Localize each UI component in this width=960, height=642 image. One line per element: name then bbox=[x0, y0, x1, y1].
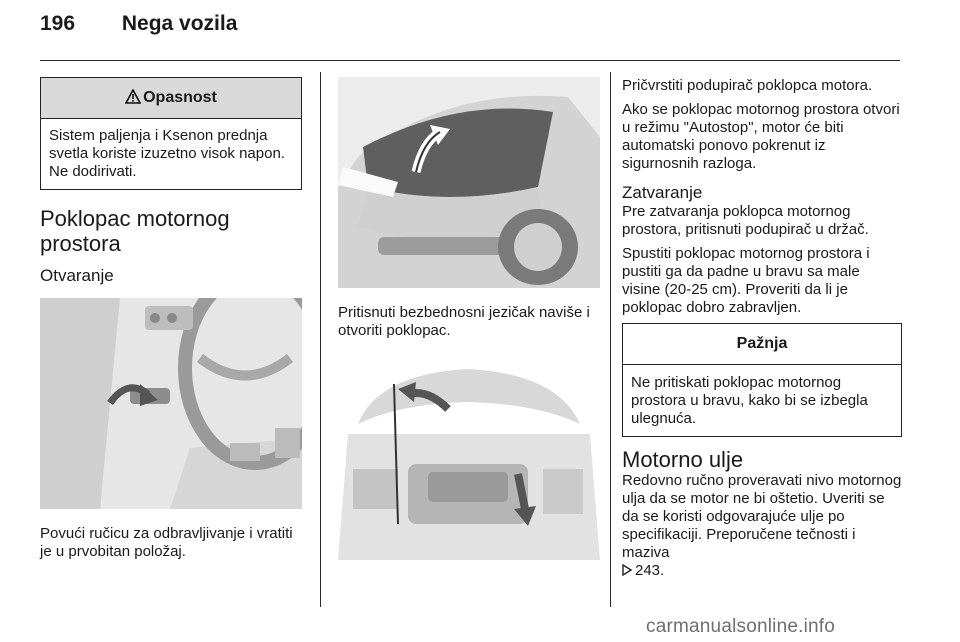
danger-box bbox=[40, 77, 302, 190]
figure-hood-latch bbox=[338, 77, 600, 288]
danger-title-text: Opasnost bbox=[143, 89, 217, 106]
page-title: Nega vozila bbox=[121, 12, 238, 35]
subheading-opening: Otvaranje bbox=[40, 266, 114, 285]
page-reference-link[interactable]: 243. bbox=[635, 562, 665, 579]
column-1 bbox=[40, 77, 302, 561]
text-closing-2: Spustiti poklopac motornog prostora i pustiti ga da padne u bravu sa male visine (20-25 cm). Proveriti da li je poklopac dobro zabravljen. bbox=[622, 245, 870, 316]
notice-text: Ne pritiskati poklopac motornog prostora u bravu, kako bi se izbegla ulegnuća. bbox=[631, 374, 868, 427]
warning-triangle-icon bbox=[125, 89, 141, 104]
text-closing-1: Pre zatvaranja poklopca motornog prostora, pritisnuti podupirač u držač. bbox=[622, 203, 869, 238]
section-heading-hood: Poklopac motornog prostora bbox=[40, 206, 230, 256]
danger-text: Sistem paljenja i Ksenon prednja svetla koriste izuzetno visok napon. Ne dodirivati. bbox=[49, 127, 285, 180]
figure-release-lever bbox=[40, 298, 302, 509]
caption-release-lever: Povući ručicu za odbravljivanje i vratiti je u prvobitan položaj. bbox=[40, 525, 293, 560]
subheading-closing: Zatvaranje bbox=[622, 183, 703, 202]
column-divider-2 bbox=[610, 72, 611, 607]
page-number: 196 bbox=[40, 12, 76, 35]
section-heading-oil: Motorno ulje bbox=[622, 447, 744, 472]
text-autostop: Ako se poklopac motornog prostora otvori u režimu "Autostop", motor će biti automatski ponovo pokrenut iz sigurnosnih razloga. bbox=[622, 101, 900, 172]
page-header bbox=[40, 12, 237, 36]
text-engine-oil: Redovno ručno proveravati nivo motornog ulja da se motor ne bi oštetio. Uveriti se da se koristi odgovarajuće ulje po specifikaciji. Preporučene tečnosti i maziva 243. bbox=[622, 472, 902, 579]
caption-hood-latch: Pritisnuti bezbednosni jezičak naviše i otvoriti poklopac. bbox=[338, 304, 590, 339]
column-2 bbox=[338, 77, 600, 560]
danger-box-title bbox=[41, 78, 301, 119]
watermark: carmanualsonline.info bbox=[646, 616, 836, 637]
column-3 bbox=[622, 77, 902, 580]
header-rule bbox=[40, 60, 900, 61]
column-divider-1 bbox=[320, 72, 321, 607]
page-reference-icon bbox=[622, 564, 632, 576]
text-fasten-prop: Pričvrstiti podupirač poklopca motora. bbox=[622, 77, 873, 94]
notice-box bbox=[622, 323, 902, 437]
notice-box-title: Pažnja bbox=[623, 324, 901, 365]
figure-hood-prop bbox=[338, 354, 600, 560]
